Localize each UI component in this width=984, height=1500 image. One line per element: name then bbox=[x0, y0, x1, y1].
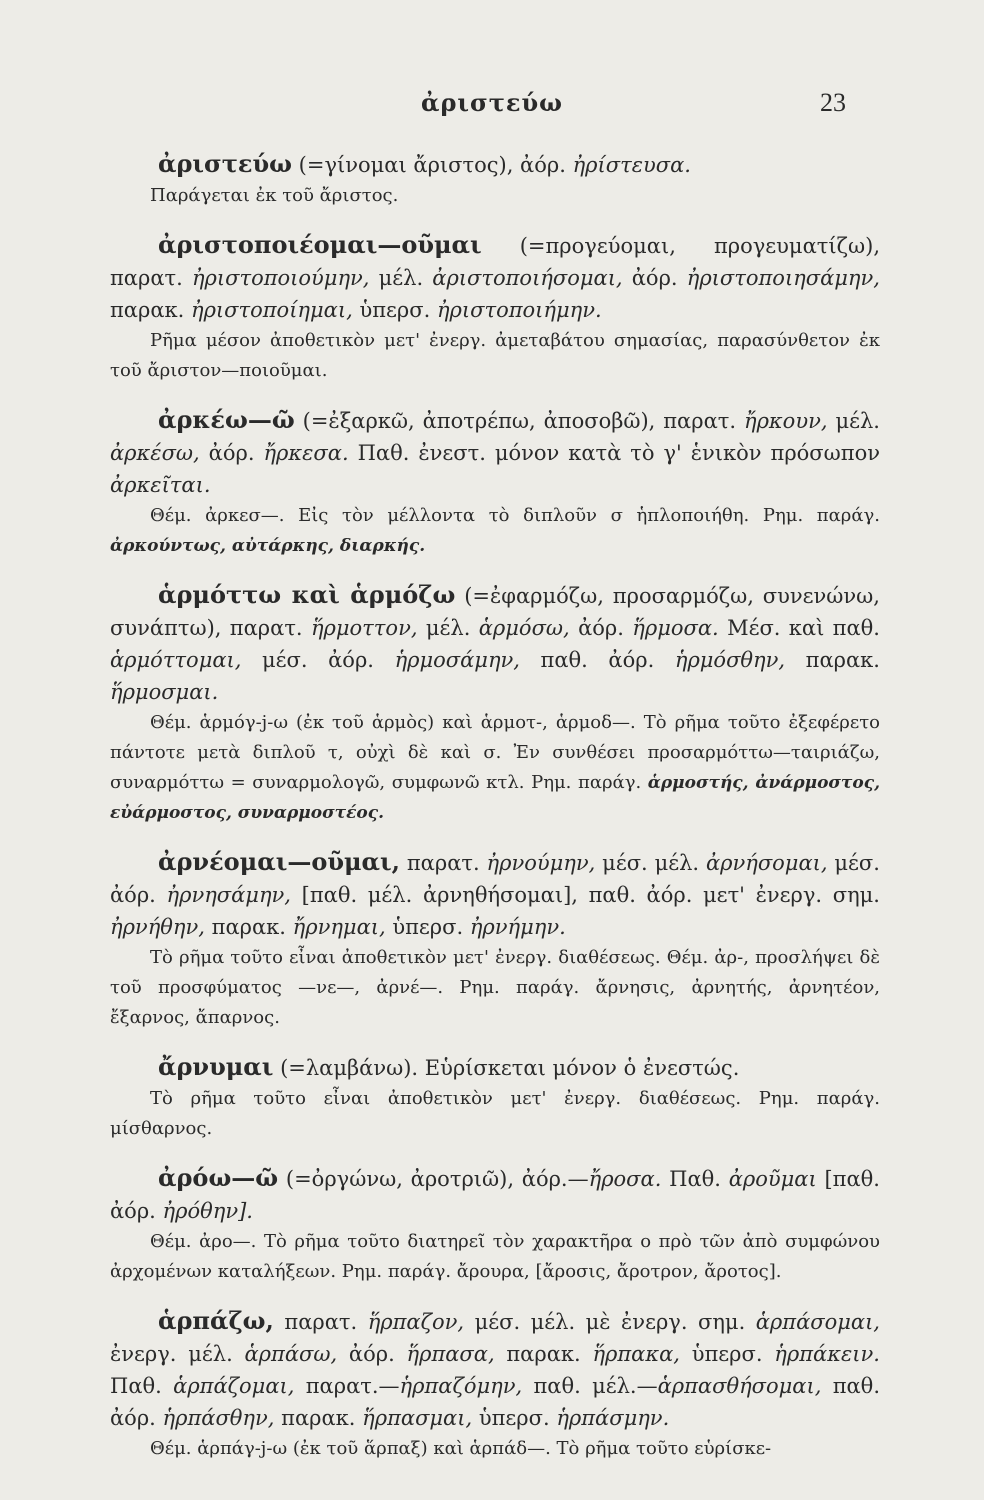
form: ἤρκεσα. bbox=[263, 441, 349, 465]
tense-label: παρατ.— bbox=[305, 1374, 400, 1398]
tense-label: μέσ. μέλ. bbox=[602, 851, 700, 875]
entry-aroo bbox=[110, 1162, 880, 1287]
etymology-note bbox=[110, 501, 880, 561]
tense-label: [παθ. ἀόρ. bbox=[110, 1167, 880, 1223]
etymology-note: Τὸ ρῆμα τοῦτο εἶναι ἀποθετικὸν μετ' ἐνεργ. διαθέσεως. Ρημ. παράγ. μίσθαρνος. bbox=[110, 1088, 880, 1139]
tense-label: ἀόρ. bbox=[348, 1342, 395, 1366]
lemma: ἄρνυμαι bbox=[158, 1052, 274, 1081]
tense-label: ὑπερσ. bbox=[478, 1406, 550, 1430]
form: ἁρπάζομαι, bbox=[173, 1374, 295, 1398]
tense-label: μέλ. bbox=[835, 409, 880, 433]
tense-label: παθ. μέλ.— bbox=[533, 1374, 658, 1398]
lemma: ἁρπάζω, bbox=[158, 1306, 274, 1335]
form: ἀρκέσω, bbox=[110, 441, 200, 465]
tense-label: ἀόρ. bbox=[631, 266, 678, 290]
entry-arnymai bbox=[110, 1051, 880, 1144]
tense-label: μέλ. bbox=[378, 266, 424, 290]
form: ἠριστοποιησάμην, bbox=[686, 266, 880, 290]
form: ἁρπάσομαι, bbox=[755, 1310, 880, 1334]
tense-label: μέλ. bbox=[425, 616, 471, 640]
form: ἠρίστευσα. bbox=[572, 153, 691, 177]
form: ἥρπαζον, bbox=[367, 1310, 465, 1334]
form: ἤρκουν, bbox=[743, 409, 828, 433]
form: ἠριστοποιούμην, bbox=[191, 266, 370, 290]
form: ἡρπάσμην. bbox=[556, 1406, 670, 1430]
etymology-note: Παράγεται ἐκ τοῦ ἄριστος. bbox=[150, 185, 399, 206]
page-number: 23 bbox=[820, 88, 846, 117]
form: ἥρπασμαι, bbox=[362, 1406, 473, 1430]
tense-label: παρακ. bbox=[110, 298, 185, 322]
form: ἠρόθην]. bbox=[162, 1199, 253, 1223]
tense-label: παρακ. bbox=[211, 915, 286, 939]
tense-label: παθ. ἀόρ. bbox=[540, 648, 655, 672]
form: ἠριστοποίημαι, bbox=[191, 298, 353, 322]
form: ἁρμόττομαι, bbox=[110, 648, 242, 672]
form: ἠριστοποιήμην. bbox=[436, 298, 602, 322]
etymology-note bbox=[110, 708, 880, 828]
tense-label: ὑπερσ. bbox=[691, 1342, 763, 1366]
tense-label: [παθ. μέλ. ἀρνηθήσομαι], παθ. ἀόρ. μετ' ἐνεργ. σημ. bbox=[301, 883, 880, 907]
form: ἡρμοσάμην, bbox=[394, 648, 520, 672]
tense-label: Παθ. bbox=[669, 1167, 721, 1191]
form: ἁρπάσω, bbox=[244, 1342, 338, 1366]
tense-label: ἐνεργ. μέλ. bbox=[110, 1342, 233, 1366]
entry-aristeuo bbox=[110, 148, 880, 211]
tense-label: μέσ. ἀόρ. bbox=[110, 851, 880, 907]
form: ἠρνούμην, bbox=[486, 851, 596, 875]
definition: (=γίνομαι ἄριστος), ἀόρ. bbox=[298, 153, 566, 177]
entry-arkeo bbox=[110, 404, 880, 561]
etymology-note: Τὸ ρῆμα τοῦτο εἶναι ἀποθετικὸν μετ' ἐνεργ. διαθέσεως. Θέμ. ἀρ-, προσλήψει δὲ τοῦ προσφύματος —νε—, ἀρνέ—. Ρημ. παράγ. ἄρνησις, ἀρνητής, ἀρνητέον, ἔξαρνος, ἄπαρνος. bbox=[110, 947, 880, 1028]
entry-aristopoieomai bbox=[110, 229, 880, 386]
tense-label: παρακ. bbox=[805, 648, 880, 672]
tense-label: Μέσ. καὶ παθ. bbox=[727, 616, 880, 640]
form: ἀριστοποιήσομαι, bbox=[432, 266, 623, 290]
form: ἀρνήσομαι, bbox=[705, 851, 828, 875]
tense-label: ὑπερσ. bbox=[392, 915, 464, 939]
form: ἤροσα. bbox=[588, 1167, 662, 1191]
lemma: ἀρκέω—ῶ bbox=[158, 405, 295, 434]
form: ἡρπάκειν. bbox=[774, 1342, 880, 1366]
definition: (=λαμβάνω). Εὑρίσκεται μόνον ὁ ἐνεστώς. bbox=[280, 1056, 740, 1080]
tense-label: παρακ. bbox=[281, 1406, 356, 1430]
definition: (=ἐφαρμόζω, προσαρμόζω, συνενώνω, συνάπτω), παρατ. bbox=[110, 584, 880, 640]
tense-label: παρακ. bbox=[506, 1342, 581, 1366]
form: ἤρνημαι, bbox=[292, 915, 386, 939]
definition: παρατ. bbox=[406, 851, 480, 875]
definition: παρατ. bbox=[284, 1310, 358, 1334]
entry-harpazo bbox=[110, 1305, 880, 1464]
form: ἀροῦμαι bbox=[728, 1167, 817, 1191]
tense-label: ἀόρ. bbox=[578, 616, 624, 640]
form: ἥρμοσμαι. bbox=[110, 680, 219, 704]
form: ἥρπασα, bbox=[406, 1342, 495, 1366]
lemma: ἀριστοποιέομαι—οῦμαι bbox=[158, 230, 482, 259]
note-text: Θέμ. ἁρμόγ-j-ω (ἐκ τοῦ ἁρμὸς) καὶ ἁρμοτ-, ἁρμοδ—. Τὸ ρῆμα τοῦτο ἐξεφέρετο πάντοτε μετὰ διπλοῦ τ, οὐχὶ δὲ καὶ σ. Ἐν συνθέσει προσαρμόττω—ταιριάζω, συναρμόττω = συναρμολογῶ, συμφωνῶ κτλ. Ρημ. παράγ. bbox=[110, 712, 880, 793]
tense-label: Παθ. ἐνεστ. μόνον κατὰ τὸ γ' ἑνικὸν πρόσωπον bbox=[357, 441, 880, 465]
definition: (=προγεύομαι, προγευματίζω), παρατ. bbox=[110, 234, 880, 290]
lemma: ἀρόω—ῶ bbox=[158, 1163, 279, 1192]
lemma: ἁρμόττω καὶ ἁρμόζω bbox=[158, 580, 456, 609]
tense-label: μέσ. μέλ. μὲ ἐνεργ. σημ. bbox=[474, 1310, 746, 1334]
note-text: Θέμ. ἀρκεσ—. Εἰς τὸν μέλλοντα τὸ διπλοῦν σ ἡπλοποιήθη. Ρημ. παράγ. bbox=[150, 505, 880, 526]
definition: (=ἐξαρκῶ, ἀποτρέπω, ἀποσοβῶ), παρατ. bbox=[302, 409, 737, 433]
form: ἁρπασθήσομαι, bbox=[657, 1374, 822, 1398]
form: ἠρνήμην. bbox=[469, 915, 566, 939]
etymology-note: Θέμ. ἁρπάγ-j-ω (ἐκ τοῦ ἅρπαξ) καὶ ἁρπάδ—. Τὸ ρῆμα τοῦτο εὑρίσκε- bbox=[150, 1438, 772, 1459]
derivatives: ἀρκούντως, αὐτάρκης, διαρκής. bbox=[110, 536, 426, 556]
form: ἀρκεῖται. bbox=[110, 473, 211, 497]
tense-label: ἀόρ. bbox=[208, 441, 255, 465]
derivatives: ἁρμοστής, ἀνάρμοστος, εὐάρμοστος, συναρμοστέος. bbox=[110, 773, 880, 823]
form: ἥρμοττον, bbox=[310, 616, 418, 640]
lemma: ἀρνέομαι—οῦμαι, bbox=[158, 847, 400, 876]
form: ἠρνήθην, bbox=[110, 915, 205, 939]
form: ἡρπαζόμην, bbox=[399, 1374, 523, 1398]
entry-arneomai bbox=[110, 846, 880, 1033]
tense-label: παθ. ἀόρ. bbox=[110, 1374, 881, 1430]
etymology-note: Ρῆμα μέσον ἀποθετικὸν μετ' ἐνεργ. ἀμεταβάτου σημασίας, παρασύνθετον ἐκ τοῦ ἄριστον—ποιοῦμαι. bbox=[110, 330, 880, 381]
lemma: ἀριστεύω bbox=[158, 149, 292, 178]
definition: (=ὀργώνω, ἀροτριῶ), ἀόρ.— bbox=[285, 1167, 589, 1191]
form: ἠρνησάμην, bbox=[166, 883, 291, 907]
form: ἥρπακα, bbox=[592, 1342, 680, 1366]
form: ἁρμόσω, bbox=[478, 616, 570, 640]
form: ἡρμόσθην, bbox=[674, 648, 786, 672]
dictionary-body bbox=[110, 148, 880, 1482]
form: ἡρπάσθην, bbox=[162, 1406, 275, 1430]
tense-label: ὑπερσ. bbox=[359, 298, 431, 322]
tense-label: Παθ. bbox=[110, 1374, 162, 1398]
tense-label: μέσ. ἀόρ. bbox=[262, 648, 374, 672]
entry-harmotto bbox=[110, 579, 880, 828]
form: ἥρμοσα. bbox=[632, 616, 719, 640]
running-head: ἀριστεύω bbox=[421, 88, 563, 117]
etymology-note: Θέμ. ἀρο—. Τὸ ρῆμα τοῦτο διατηρεῖ τὸν χαρακτῆρα ο πρὸ τῶν ἀπὸ συμφώνου ἀρχομένων καταλήξεων. Ρημ. παράγ. ἄρουρα, [ἄροσις, ἄροτρον, ἄροτος]. bbox=[110, 1231, 880, 1282]
